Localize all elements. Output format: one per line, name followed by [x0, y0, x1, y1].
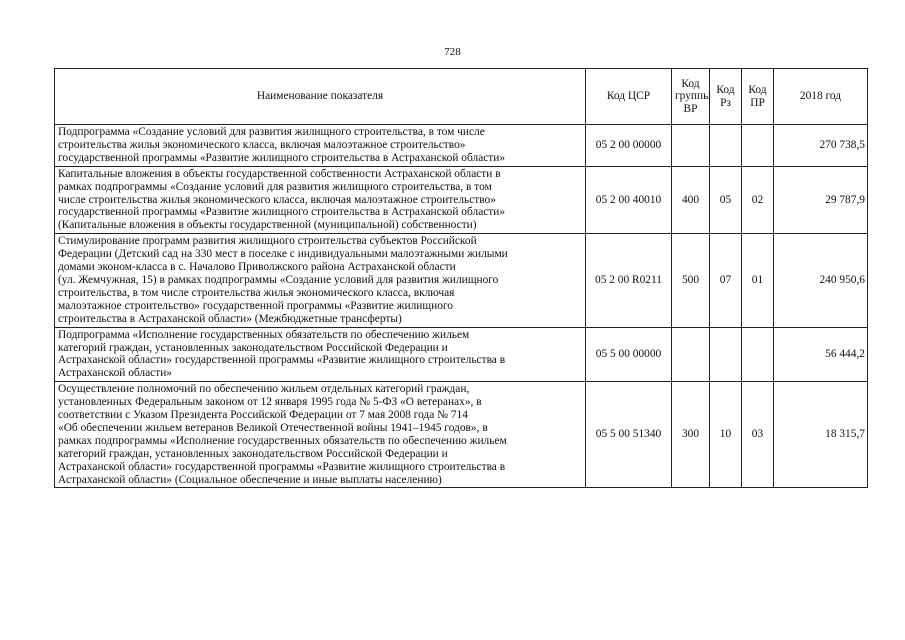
rz-code-cell: 07 [710, 234, 742, 327]
amount-cell: 56 444,2 [774, 327, 868, 382]
indicator-name-line: Капитальные вложения в объекты государственной собственности Астраханской области в [58, 167, 501, 180]
indicator-name-line: Астраханской области» [58, 367, 172, 380]
indicator-name-line: Федерации (Детский сад на 330 мест в поселке с индивидуальными малоэтажными жилыми [58, 248, 508, 261]
csr-code-cell: 05 2 00 00000 [586, 125, 672, 167]
csr-code-cell: 05 5 00 00000 [586, 327, 672, 382]
indicator-name-line: Подпрограмма «Создание условий для развития жилищного строительства, в том числе [58, 126, 485, 138]
table-row [55, 166, 868, 234]
header-csr: Код ЦСР [586, 69, 672, 125]
indicator-name-cell [55, 125, 586, 167]
indicator-name-line: «Об обеспечении жильем ветеранов Великой Отечественной войны 1941–1945 годов», в [58, 421, 488, 434]
pr-code-cell: 03 [742, 382, 774, 488]
vr-code-cell: 400 [672, 166, 710, 234]
table-row [55, 125, 868, 167]
table-body [55, 125, 868, 488]
indicator-name-line: соответствии с Указом Президента Российской Федерации от 7 мая 2008 года № 714 [58, 409, 468, 422]
indicator-name-line: (Капитальные вложения в объекты государственной (муниципальной) собственности) [58, 219, 477, 232]
indicator-name-line: государственной программы «Развитие жилищного строительства в Астраханской области» [58, 206, 506, 219]
indicator-name-line: Астраханской области» (Социальное обеспечение и иные выплаты населению) [58, 473, 442, 486]
pr-code-cell: 02 [742, 166, 774, 234]
table-row [55, 327, 868, 382]
indicator-name-line: Стимулирование программ развития жилищного строительства субъектов Российской [58, 235, 477, 248]
page-number: 728 [444, 46, 461, 58]
table-row [55, 382, 868, 488]
vr-code-cell: 300 [672, 382, 710, 488]
header-name: Наименование показателя [55, 69, 586, 125]
pr-code-cell: 01 [742, 234, 774, 327]
header-pr: Код ПР [742, 69, 774, 125]
pr-code-cell [742, 125, 774, 167]
csr-code-cell: 05 2 00 R0211 [586, 234, 672, 327]
header-year: 2018 год [774, 69, 868, 125]
indicator-name-line: категорий граждан, установленных законодательством Российской Федерации и [58, 341, 448, 354]
indicator-name-line: рамках подпрограммы «Исполнение государственных обязательств по обеспечению жильем [58, 434, 507, 447]
csr-code-cell: 05 2 00 40010 [586, 166, 672, 234]
indicator-name-line: государственной программы «Развитие жилищного строительства в Астраханской области» [58, 151, 506, 164]
indicator-name-line: Подпрограмма «Исполнение государственных обязательств по обеспечению жильем [58, 328, 470, 341]
amount-cell: 270 738,5 [774, 125, 868, 167]
indicator-name-line: строительства в Астраханской области» (Межбюджетные трансферты) [58, 312, 402, 325]
indicator-name-line: рамках подпрограммы «Создание условий для развития жилищного строительства, в том [58, 180, 492, 193]
amount-cell: 18 315,7 [774, 382, 868, 488]
indicator-name-line: (ул. Жемчужная, 15) в рамках подпрограммы «Создание условий для развития жилищного [58, 273, 499, 286]
indicator-name-cell [55, 166, 586, 234]
indicator-name-line: Осуществление полномочий по обеспечению жильем отдельных категорий граждан, [58, 383, 470, 396]
rz-code-cell [710, 125, 742, 167]
indicator-name-line: Астраханской области» государственной программы «Развитие жилищного строительства в [58, 460, 506, 473]
rz-code-cell: 05 [710, 166, 742, 234]
header-vr: Код группы ВР [672, 69, 710, 125]
indicator-name-cell [55, 327, 586, 382]
header-rz: Код Рз [710, 69, 742, 125]
indicator-name-cell [55, 234, 586, 327]
table-row [55, 234, 868, 327]
indicator-name-line: числе строительства жилья экономического класса, включая малоэтажное строительство» [58, 193, 496, 206]
vr-code-cell: 500 [672, 234, 710, 327]
indicator-name-line: домами эконом-класса в с. Началово Приволжского района Астраханской области [58, 261, 456, 274]
indicator-name-line: строительства жилья экономического класса, включая малоэтажное строительство» [58, 138, 466, 151]
indicator-name-line: строительства, в том числе строительства жилья экономического класса, включая [58, 286, 455, 299]
amount-cell: 240 950,6 [774, 234, 868, 327]
indicator-name-line: категорий граждан, установленных законодательством Российской Федерации и [58, 447, 448, 460]
vr-code-cell [672, 327, 710, 382]
budget-table [54, 68, 868, 488]
csr-code-cell: 05 5 00 51340 [586, 382, 672, 488]
rz-code-cell [710, 327, 742, 382]
vr-code-cell [672, 125, 710, 167]
table-header-row [55, 69, 868, 125]
rz-code-cell: 10 [710, 382, 742, 488]
indicator-name-line: установленных Федеральным законом от 12 января 1995 года № 5-ФЗ «О ветеранах», в [58, 396, 482, 409]
indicator-name-cell [55, 382, 586, 488]
amount-cell: 29 787,9 [774, 166, 868, 234]
pr-code-cell [742, 327, 774, 382]
indicator-name-line: малоэтажное строительство» государственной программы «Развитие жилищного [58, 299, 453, 312]
indicator-name-line: Астраханской области» государственной программы «Развитие жилищного строительства в [58, 354, 506, 367]
